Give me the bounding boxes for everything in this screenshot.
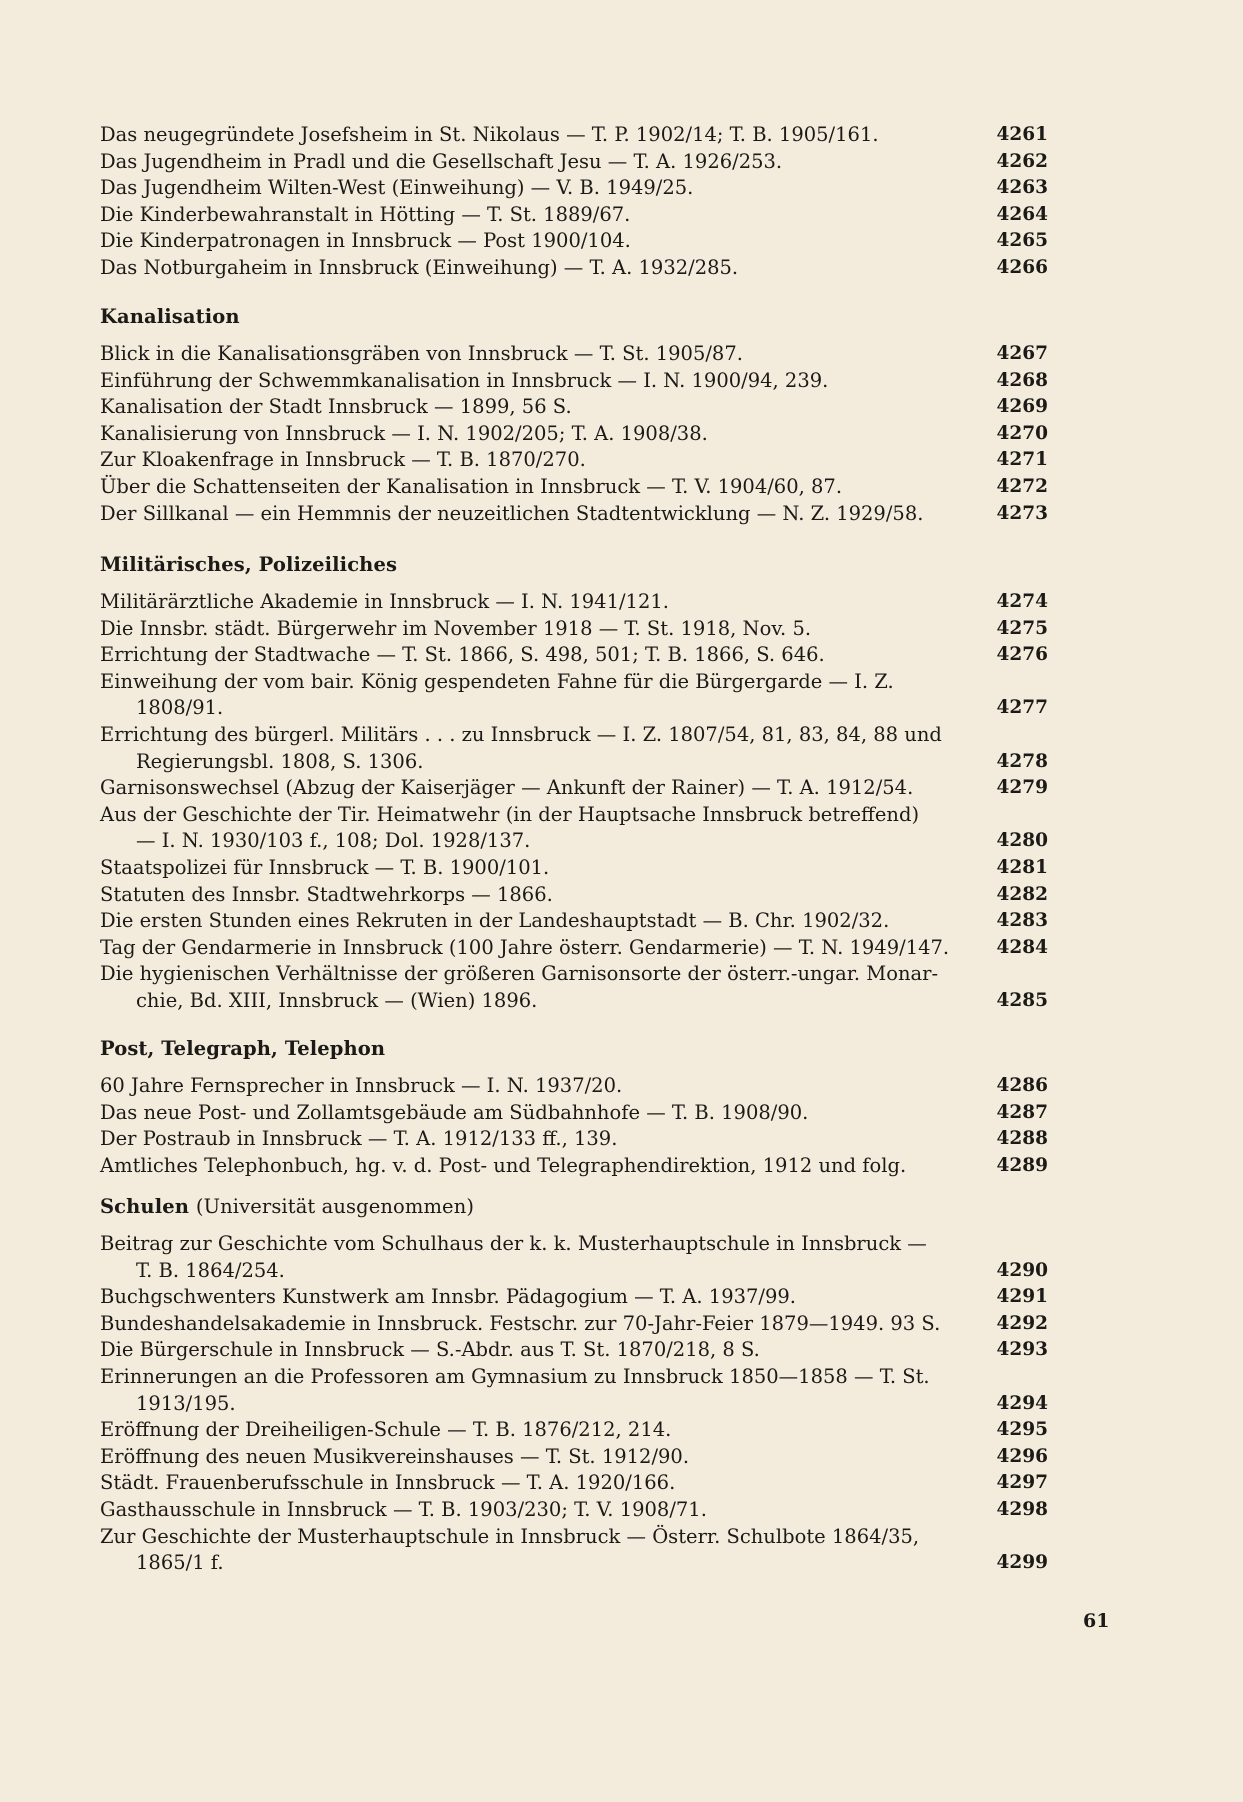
entry-text: Tag der Gendarmerie in Innsbruck (100 Jahre österr. Gendarmerie) — T. N. 1949/147.: [100, 935, 950, 959]
entry-number: 4293: [996, 1339, 1048, 1361]
entry-number: 4288: [996, 1128, 1048, 1150]
entry-text: Über die Schattenseiten der Kanalisation in Innsbruck — T. V. 1904/60, 87.: [100, 474, 843, 498]
entry-number: 4261: [996, 124, 1048, 145]
entry-number: 4276: [996, 644, 1048, 666]
entry-text: 60 Jahre Fernsprecher in Innsbruck — I. N. 1937/20.: [100, 1074, 623, 1097]
entry-number: 4270: [996, 422, 1048, 444]
bibliography-entry: [100, 908, 1048, 935]
entry-text-continuation: chie, Bd. XIII, Innsbruck — (Wien) 1896.: [136, 988, 538, 1012]
section-3: [100, 1036, 1048, 1179]
bibliography-entry: [100, 1497, 1048, 1524]
bibliography-entry: [100, 1311, 1048, 1338]
bibliography-entry: [100, 1100, 1048, 1127]
entry-number: 4263: [996, 177, 1048, 199]
entry-text-continuation: T. B. 1864/254.: [136, 1258, 285, 1282]
bibliography-entry: [100, 1153, 1048, 1180]
entry-text: Die Kinderpatronagen in Innsbruck — Post 1900/104.: [100, 229, 631, 253]
entry-text: Einweihung der vom bair. König gespendeten Fahne für die Bürgergarde — I. Z.: [100, 669, 894, 693]
entry-text: Eröffnung des neuen Musikvereinshauses — T. St. 1912/90.: [100, 1444, 690, 1468]
entry-number: 4297: [996, 1472, 1048, 1494]
bibliography-entry: [100, 1284, 1048, 1311]
section-heading-note: (Universität ausgenommen): [195, 1195, 475, 1218]
bibliography-entry: [100, 855, 1048, 882]
bibliography-entry: [100, 255, 1048, 282]
entry-text: Zur Kloakenfrage in Innsbruck — T. B. 1870/270.: [100, 448, 586, 472]
entry-number: 4266: [996, 256, 1048, 278]
bibliography-entry: [100, 394, 1048, 421]
bibliography-entry: [100, 421, 1048, 448]
entry-text: Das Notburgaheim in Innsbruck (Einweihung) — T. A. 1932/285.: [100, 255, 739, 279]
bibliography-entry: [100, 1126, 1048, 1153]
entry-text: Gasthausschule in Innsbruck — T. B. 1903/230; T. V. 1908/71.: [100, 1497, 707, 1521]
entry-number: 4280: [996, 830, 1048, 852]
bibliography-entry: [100, 501, 1048, 528]
entry-text-continuation: 1865/1 f.: [136, 1551, 224, 1575]
entry-text: Die ersten Stunden eines Rekruten in der Landeshauptstadt — B. Chr. 1902/32.: [100, 909, 890, 933]
entry-text: Staatspolizei für Innsbruck — T. B. 1900/101.: [100, 855, 550, 879]
section-heading: [100, 1194, 1048, 1221]
bibliography-entry: [100, 474, 1048, 501]
entry-text: Die Innsbr. städt. Bürgerwehr im November 1918 — T. St. 1918, Nov. 5.: [100, 616, 812, 640]
bibliography-entry: [100, 882, 1048, 909]
bibliography-entry: [100, 775, 1048, 802]
bibliography-entry: [100, 1337, 1048, 1364]
entry-number: 4295: [996, 1419, 1048, 1441]
section-1: [100, 304, 1048, 527]
bibliography-entry: [100, 1417, 1048, 1444]
entry-number: 4291: [996, 1286, 1048, 1308]
entry-number: 4268: [996, 369, 1048, 391]
entry-number: 4273: [996, 502, 1048, 524]
entry-number: 4289: [996, 1154, 1048, 1176]
entry-text: Statuten des Innsbr. Stadtwehrkorps — 1866.: [100, 882, 553, 906]
entry-number: 4298: [996, 1498, 1048, 1520]
section-heading-text: Schulen: [100, 1195, 190, 1218]
entry-text: Zur Geschichte der Musterhauptschule in Innsbruck — Österr. Schulbote 1864/35,: [100, 1524, 920, 1548]
section-heading-text: Kanalisation: [100, 305, 240, 328]
entry-text: Buchgschwenters Kunstwerk am Innsbr. Pädagogium — T. A. 1937/99.: [100, 1285, 796, 1309]
entry-number: 4282: [996, 883, 1048, 905]
section-0: [100, 122, 1048, 282]
entry-number: 4287: [996, 1101, 1048, 1123]
entry-number: 4277: [996, 697, 1048, 719]
bibliography-entry: [100, 228, 1048, 255]
bibliography-entry: [100, 1231, 1048, 1284]
entry-text: Amtliches Telephonbuch, hg. v. d. Post- und Telegraphendirektion, 1912 und folg.: [100, 1153, 907, 1177]
entry-text: Garnisonswechsel (Abzug der Kaiserjäger — Ankunft der Rainer) — T. A. 1912/54.: [100, 776, 914, 800]
entry-text: Das neue Post- und Zollamtsgebäude am Südbahnhofe — T. B. 1908/90.: [100, 1100, 809, 1124]
bibliography-entry: [100, 616, 1048, 643]
entry-number: 4269: [996, 396, 1048, 418]
entry-number: 4286: [996, 1075, 1048, 1096]
section-4: [100, 1194, 1048, 1577]
section-2: [100, 552, 1048, 1015]
entry-text-continuation: 1808/91.: [136, 696, 224, 720]
section-heading: [100, 304, 1048, 331]
bibliography-entry: [100, 447, 1048, 474]
entry-number: 4284: [996, 936, 1048, 958]
entry-text: Der Postraub in Innsbruck — T. A. 1912/133 ff., 139.: [100, 1127, 618, 1151]
entry-number: 4274: [996, 591, 1048, 612]
entry-text: Errichtung der Stadtwache — T. St. 1866, S. 498, 501; T. B. 1866, S. 646.: [100, 643, 825, 667]
entry-text: Die Bürgerschule in Innsbruck — S.-Abdr. aus T. St. 1870/218, 8 S.: [100, 1338, 760, 1362]
section-heading: [100, 1036, 1048, 1063]
entry-text-continuation: — I. N. 1930/103 f., 108; Dol. 1928/137.: [136, 829, 531, 853]
entry-number: 4267: [996, 343, 1048, 364]
entry-text: Das Jugendheim Wilten-West (Einweihung) — V. B. 1949/25.: [100, 176, 694, 200]
entry-text: Blick in die Kanalisationsgräben von Innsbruck — T. St. 1905/87.: [100, 342, 743, 365]
entry-number: 4278: [996, 750, 1048, 772]
entry-number: 4262: [996, 150, 1048, 172]
entry-number: 4279: [996, 777, 1048, 799]
bibliography-entry: [100, 589, 1048, 616]
entry-number: 4272: [996, 475, 1048, 497]
entry-text: Städt. Frauenberufsschule in Innsbruck — T. A. 1920/166.: [100, 1471, 676, 1495]
entry-text-continuation: 1913/195.: [136, 1391, 236, 1415]
entry-text: Das neugegründete Josefsheim in St. Nikolaus — T. P. 1902/14; T. B. 1905/161.: [100, 123, 879, 146]
entry-number: 4283: [996, 910, 1048, 932]
bibliography-entry: [100, 202, 1048, 229]
entry-text: Bundeshandelsakademie in Innsbruck. Festschr. zur 70-Jahr-Feier 1879—1949. 93 S.: [100, 1311, 941, 1335]
entry-number: 4292: [996, 1312, 1048, 1334]
entry-text: Aus der Geschichte der Tir. Heimatwehr (in der Hauptsache Innsbruck betreffend): [100, 802, 920, 826]
entry-number: 4294: [996, 1392, 1048, 1414]
entry-number: 4299: [996, 1552, 1048, 1574]
bibliography-entry: [100, 669, 1048, 722]
entry-text: Der Sillkanal — ein Hemmnis der neuzeitlichen Stadtentwicklung — N. Z. 1929/58.: [100, 501, 924, 525]
entry-text: Einführung der Schwemmkanalisation in Innsbruck — I. N. 1900/94, 239.: [100, 368, 829, 392]
entry-text: Beitrag zur Geschichte vom Schulhaus der k. k. Musterhauptschule in Innsbruck —: [100, 1232, 927, 1255]
entry-text: Eröffnung der Dreiheiligen-Schule — T. B. 1876/212, 214.: [100, 1418, 672, 1442]
entry-text: Kanalisation der Stadt Innsbruck — 1899, 56 S.: [100, 395, 572, 419]
entry-text: Die Kinderbewahranstalt in Hötting — T. St. 1889/67.: [100, 202, 631, 226]
entry-number: 4265: [996, 230, 1048, 252]
section-heading-text: Militärisches, Polizeiliches: [100, 553, 398, 576]
entry-number: 4290: [996, 1259, 1048, 1281]
entry-number: 4264: [996, 203, 1048, 225]
bibliography-entry: [100, 642, 1048, 669]
bibliography-entry: [100, 802, 1048, 855]
bibliography-entry: [100, 149, 1048, 176]
bibliography-entry: [100, 368, 1048, 395]
bibliography-entry: [100, 935, 1048, 962]
bibliography-entry: [100, 722, 1048, 775]
bibliography-entry: [100, 961, 1048, 1014]
page-number: 61: [1083, 1610, 1110, 1632]
bibliography-entry: [100, 175, 1048, 202]
entry-text: Erinnerungen an die Professoren am Gymnasium zu Innsbruck 1850—1858 — T. St.: [100, 1364, 930, 1388]
entry-number: 4281: [996, 856, 1048, 878]
entry-text: Kanalisierung von Innsbruck — I. N. 1902/205; T. A. 1908/38.: [100, 421, 708, 445]
entry-number: 4296: [996, 1445, 1048, 1467]
bibliography-entry: [100, 122, 1048, 149]
section-heading-text: Post, Telegraph, Telephon: [100, 1037, 386, 1060]
bibliography-entry: [100, 1073, 1048, 1100]
entry-text: Das Jugendheim in Pradl und die Gesellschaft Jesu — T. A. 1926/253.: [100, 149, 783, 173]
bibliography-entry: [100, 1470, 1048, 1497]
entry-text-continuation: Regierungsbl. 1808, S. 1306.: [136, 749, 424, 773]
bibliography-entry: [100, 1444, 1048, 1471]
entry-number: 4275: [996, 617, 1048, 639]
bibliography-entry: [100, 1524, 1048, 1577]
bibliography-entry: [100, 1364, 1048, 1417]
entry-text: Militärärztliche Akademie in Innsbruck — I. N. 1941/121.: [100, 590, 669, 613]
section-heading: [100, 552, 1048, 579]
entry-number: 4285: [996, 989, 1048, 1011]
entry-text: Die hygienischen Verhältnisse der größeren Garnisonsorte der österr.-ungar. Monar-: [100, 962, 939, 986]
bibliography-entry: [100, 341, 1048, 368]
entry-text: Errichtung des bürgerl. Militärs . . . zu Innsbruck — I. Z. 1807/54, 81, 83, 84, 88 und: [100, 722, 942, 746]
entry-number: 4271: [996, 449, 1048, 471]
